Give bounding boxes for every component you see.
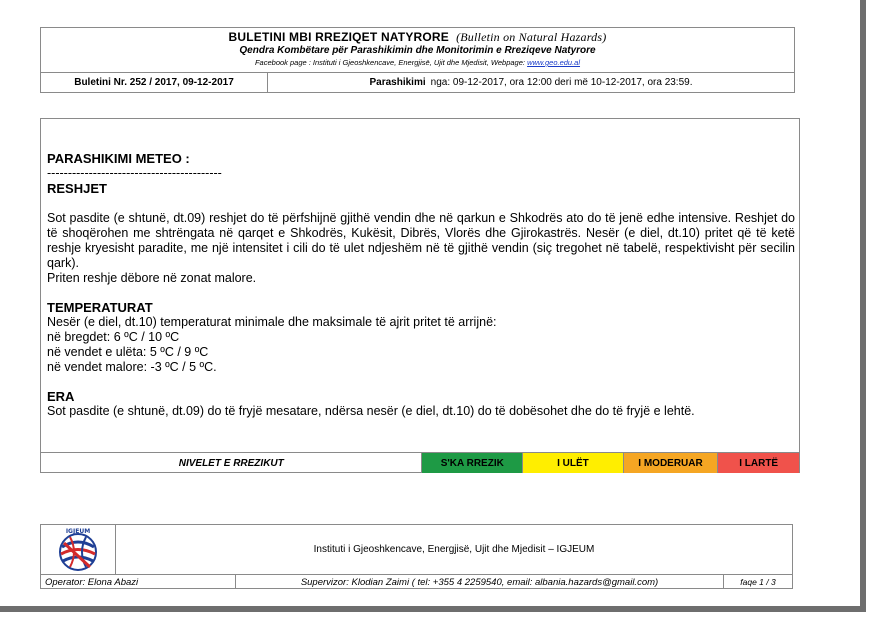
risk-level-low: I ULËT <box>523 453 624 473</box>
temperature-lowlands: në vendet e ulëta: 5 ºC / 9 ºC <box>47 345 209 359</box>
temperature-mountains: në vendet malore: -3 ºC / 5 ºC. <box>47 360 217 374</box>
institute-name: Instituti i Gjeoshkencave, Energjisë, Ujit dhe Mjedisit – IGJEUM <box>313 544 595 555</box>
risk-level-high: I LARTË <box>718 453 799 473</box>
snow-note: Priten reshje dëbore në zonat malore. <box>47 271 257 285</box>
temperature-coast: në bregdet: 6 ºC / 10 ºC <box>47 330 180 344</box>
forecast-content <box>40 118 800 473</box>
forecast-period: nga: 09-12-2017, ora 12:00 deri më 10-12-2017, ora 23:59. <box>430 77 693 88</box>
facebook-line <box>41 57 794 68</box>
forecast-text <box>47 151 795 419</box>
header-info-row <box>41 73 794 92</box>
webpage-link[interactable]: www.geo.edu.al <box>527 58 581 67</box>
header-title-block <box>41 28 794 73</box>
forecast-period-row <box>268 73 794 92</box>
bulletin-number: Buletini Nr. 252 / 2017, 09-12-2017 <box>41 73 268 92</box>
bulletin-header <box>40 27 795 93</box>
dash-divider: ------------------------------------------ <box>47 166 222 180</box>
institute-logo <box>41 525 116 574</box>
center-name: Qendra Kombëtare për Parashikimin dhe Monitorimin e Rreziqeve Natyrore <box>239 45 596 56</box>
footer-top-row <box>41 525 792 575</box>
wind-heading: ERA <box>47 389 75 404</box>
risk-level-moderate: I MODERUAR <box>624 453 719 473</box>
risk-levels-bar <box>41 452 799 473</box>
forecast-label: Parashikimi <box>369 77 426 88</box>
temperature-heading: TEMPERATURAT <box>47 300 153 315</box>
operator: Operator: Elona Abazi <box>41 575 236 589</box>
wind-paragraph: Sot pasdite (e shtunë, dt.09) do të fryjë mesatare, ndërsa nesër (e diel, dt.10) do të dobësohet dhe do të fryjë e lehtë. <box>47 404 695 418</box>
temperature-intro: Nesër (e diel, dt.10) temperaturat minimale dhe maksimale të ajrit pritet të arrijnë: <box>47 315 497 329</box>
facebook-text: Facebook page : Instituti i Gjeoshkencave, Energjisë, Ujit dhe Mjedisit, Webpage: <box>254 58 528 67</box>
page-number: faqe 1 / 3 <box>740 577 776 587</box>
title-english: (Bulletin on Natural Hazards) <box>456 30 607 44</box>
supervisor-contact: Supervizor: Klodian Zaimi ( tel: +355 4 2259540, email: albania.hazards@gmail.com) <box>236 575 724 589</box>
risk-levels-label: NIVELET E RREZIKUT <box>41 453 422 473</box>
header-title <box>41 30 794 44</box>
footer-info-row <box>41 575 792 589</box>
meteo-title: PARASHIKIMI METEO : <box>47 151 190 166</box>
precipitation-heading: RESHJET <box>47 181 107 196</box>
risk-level-none: S'KA RREZIK <box>422 453 523 473</box>
logo-text: IGJEUM <box>65 527 91 535</box>
bulletin-footer <box>40 524 793 589</box>
title-text: BULETINI MBI RREZIQET NATYRORE <box>228 30 449 44</box>
precipitation-paragraph: Sot pasdite (e shtunë, dt.09) reshjet do të përfshijnë gjithë vendin dhe në qarkun e Shkodrës ato do të jenë edhe intensive. Reshjet do të shoqërohen me shtrëngata në qarqet e Shkodrës, Kukësit, Dibrës, Vlorës dhe Gjirokastrës. Nesër (e diel, dt.10) pritet që të ketë reshje kryesisht paradite, me një intensitet i cili do të ulet ndjeshëm në të gjithë vendin (siç tregohet në tabelë, respektivisht për secilin qark). <box>47 211 795 270</box>
globe-logo-icon <box>52 527 104 573</box>
